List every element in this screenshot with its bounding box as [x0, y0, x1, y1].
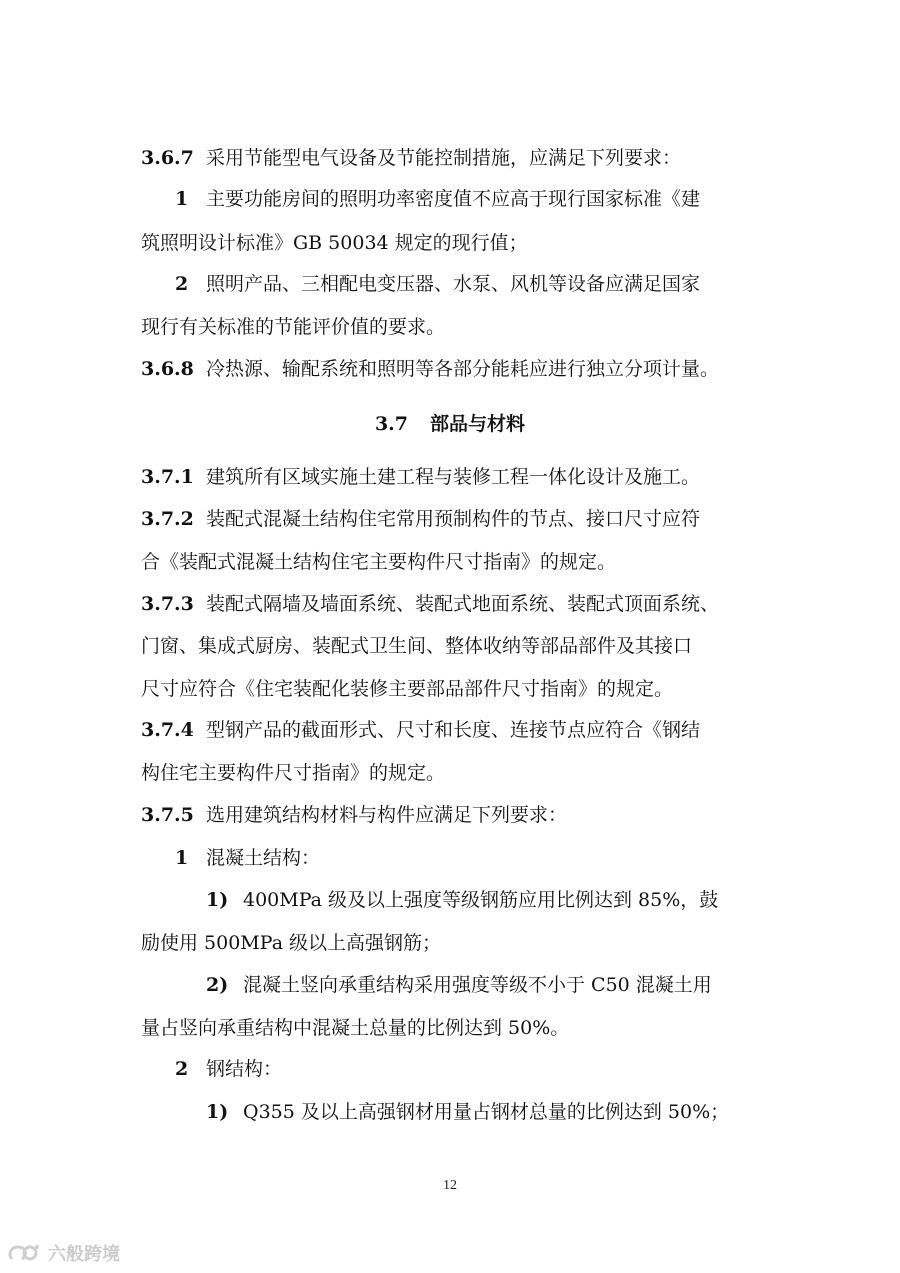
clause-text: 型钢产品的截面形式、尺寸和长度、连接节点应符合《钢结	[206, 719, 701, 741]
clause-text: 采用节能型电气设备及节能控制措施，应满足下列要求：	[206, 147, 682, 169]
page-number: 12	[443, 1178, 457, 1193]
item-text: 主要功能房间的照明功率密度值不应高于现行国家标准《建	[206, 188, 701, 210]
continuation-text: 构住宅主要构件尺寸指南》的规定。	[141, 762, 446, 784]
continuation-text: 现行有关标准的节能评价值的要求。	[141, 316, 446, 338]
continuation-text: 筑照明设计标准》GB 50034 规定的现行值；	[141, 232, 528, 254]
continuation-text: 量占竖向承重结构中混凝土总量的比例达到 50%。	[141, 1017, 570, 1039]
subitem-number: 2)	[206, 974, 229, 996]
continuation-text: 合《装配式混凝土结构住宅主要构件尺寸指南》的规定。	[141, 551, 617, 573]
subitem-text: Q355 及以上高强钢材用量占钢材总量的比例达到 50%；	[243, 1101, 730, 1123]
clause-number: 3.7.5	[141, 804, 194, 826]
clause-number: 3.7.4	[141, 719, 194, 741]
clause-number: 3.6.7	[141, 147, 194, 169]
clause-text: 装配式混凝土结构住宅常用预制构件的节点、接口尺寸应符	[206, 508, 701, 530]
item-number: 1	[175, 188, 189, 210]
clause-number: 3.7.3	[141, 593, 194, 615]
watermark-text: 六般跨境	[48, 1244, 120, 1265]
clause-text: 冷热源、输配系统和照明等各部分能耗应进行独立分项计量。	[206, 358, 720, 380]
section-title: 部品与材料	[430, 413, 526, 435]
section-heading	[0, 411, 900, 437]
subitem-number: 1)	[206, 1101, 229, 1123]
clause-text: 建筑所有区域实施土建工程与装修工程一体化设计及施工。	[206, 466, 701, 488]
clause-number: 3.6.8	[141, 358, 194, 380]
clause-number: 3.7.1	[141, 466, 194, 488]
continuation-text: 门窗、集成式厨房、装配式卫生间、整体收纳等部品部件及其接口	[141, 635, 693, 657]
watermark-logo-icon	[6, 1241, 42, 1265]
clause-number: 3.7.2	[141, 508, 194, 530]
subitem-text: 400MPa 级及以上强度等级钢筋应用比例达到 85%，鼓	[243, 889, 719, 911]
section-number: 3.7	[374, 413, 409, 435]
continuation-text: 尺寸应符合《住宅装配化装修主要部品部件尺寸指南》的规定。	[141, 678, 674, 700]
item-text: 钢结构：	[206, 1058, 283, 1080]
item-number: 2	[175, 1058, 189, 1080]
item-text: 照明产品、三相配电变压器、水泵、风机等设备应满足国家	[206, 273, 701, 295]
continuation-text: 励使用 500MPa 级以上高强钢筋；	[141, 932, 442, 954]
clause-text: 选用建筑结构材料与构件应满足下列要求：	[206, 804, 568, 826]
item-text: 混凝土结构：	[206, 847, 321, 869]
subitem-number: 1)	[206, 889, 229, 911]
subitem-text: 混凝土竖向承重结构采用强度等级不小于 C50 混凝土用	[243, 974, 712, 996]
item-number: 2	[175, 273, 189, 295]
item-number: 1	[175, 847, 189, 869]
clause-text: 装配式隔墙及墙面系统、装配式地面系统、装配式顶面系统、	[206, 593, 720, 615]
watermark	[6, 1238, 120, 1268]
